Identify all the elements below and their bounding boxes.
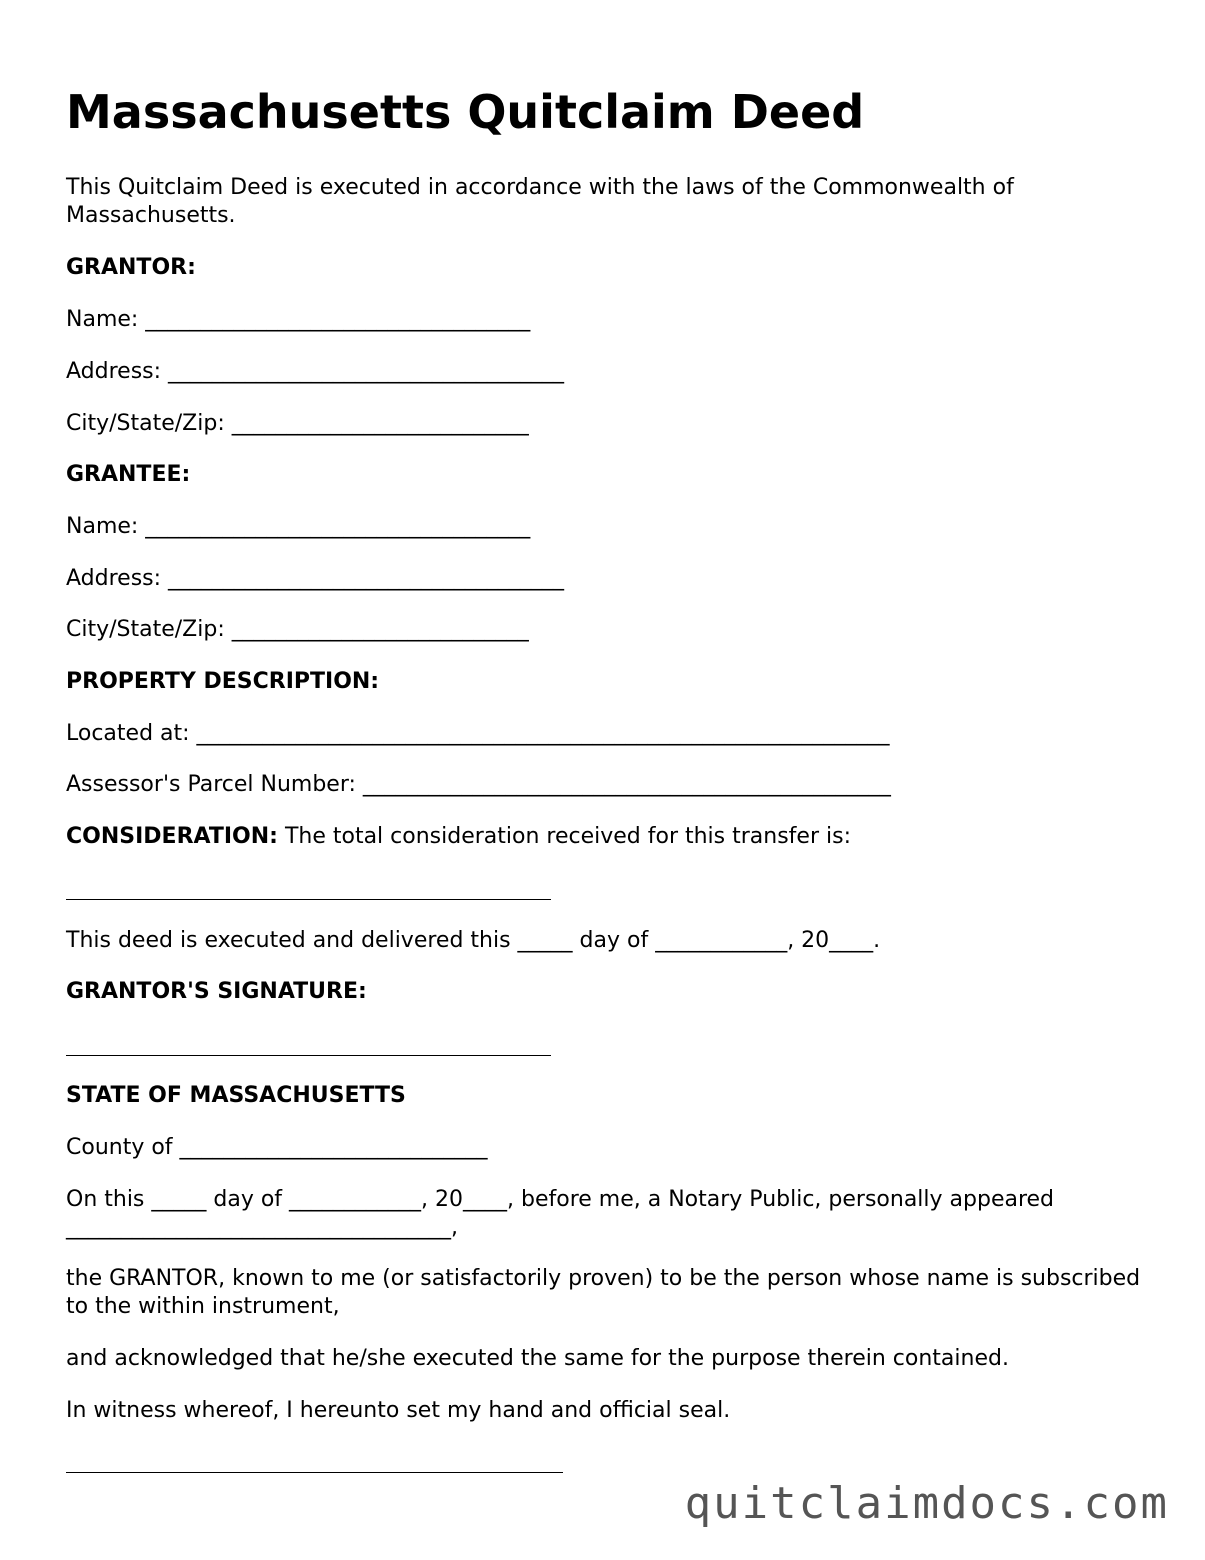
witness-paragraph: In witness whereof, I hereunto set my hand and official seal. (66, 1398, 731, 1423)
intro-paragraph: This Quitclaim Deed is executed in accordance with the laws of the Commonwealth of Massachusetts. (66, 175, 1014, 228)
notary-signature-line (66, 1472, 563, 1473)
grantor-heading: GRANTOR: (66, 255, 196, 280)
acknowledgment-paragraph: and acknowledged that he/she executed the same for the purpose therein contained. (66, 1346, 1009, 1371)
execution-date-statement: This deed is executed and delivered this _____ day of ____________, 20____. (66, 928, 881, 953)
notary-appearance-statement: On this _____ day of ____________, 20____, before me, a Notary Public, personally appeared (66, 1187, 1055, 1212)
consideration-label: CONSIDERATION: (66, 824, 278, 849)
grantor-city-field: City/State/Zip: ___________________________ (66, 411, 529, 436)
consideration-statement (66, 823, 851, 851)
document-title: Massachusetts Quitclaim Deed (66, 85, 865, 139)
grantor-signature-line (66, 1055, 551, 1056)
property-location-field: Located at: _______________________________________________________________ (66, 721, 890, 746)
notary-state-heading: STATE OF MASSACHUSETTS (66, 1083, 406, 1108)
grantor-name-field: Name: ___________________________________ (66, 307, 531, 332)
consideration-text: The total consideration received for this transfer is: (277, 824, 851, 849)
grantee-city-field: City/State/Zip: ___________________________ (66, 617, 529, 642)
grantor-address-field: Address: ____________________________________ (66, 359, 565, 384)
grantee-heading: GRANTEE: (66, 462, 191, 487)
signature-heading: GRANTOR'S SIGNATURE: (66, 979, 367, 1004)
grantee-address-field: Address: ____________________________________ (66, 566, 565, 591)
property-heading: PROPERTY DESCRIPTION: (66, 669, 380, 694)
grantor-identification-paragraph: the GRANTOR, known to me (or satisfactorily proven) to be the person whose name is subscribed to the within instrument, (66, 1266, 1141, 1319)
appeared-name-field: ___________________________________, (66, 1215, 458, 1240)
watermark: quitclaimdocs.com (684, 1478, 1169, 1529)
county-field: County of ____________________________ (66, 1135, 488, 1160)
grantee-name-field: Name: ___________________________________ (66, 514, 531, 539)
consideration-amount-line (66, 899, 551, 900)
parcel-number-field: Assessor's Parcel Number: ________________________________________________ (66, 772, 891, 797)
